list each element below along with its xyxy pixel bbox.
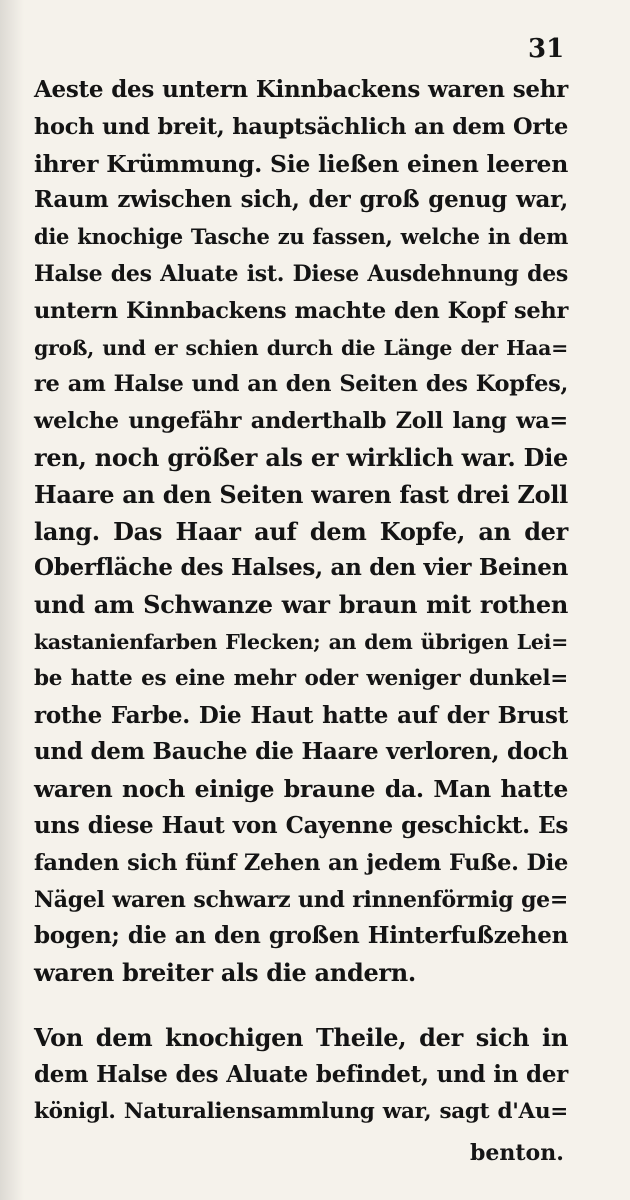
text-line: welche ungefähr anderthalb Zoll lang wa= bbox=[34, 408, 568, 435]
text-line: uns diese Haut von Cayenne geschickt. Es bbox=[34, 811, 568, 839]
catchword: benton. bbox=[470, 1140, 564, 1166]
paragraph-1 bbox=[34, 72, 568, 992]
text-line: fanden sich fünf Zehen an jedem Fuße. Die bbox=[34, 849, 568, 876]
text-line: rothe Farbe. Die Haut hatte auf der Brust bbox=[34, 701, 568, 729]
text-line: dem Halse des Aluate befindet, und in der bbox=[34, 1060, 568, 1088]
text-line: und dem Bauche die Haare verloren, doch bbox=[34, 738, 568, 766]
page-number: 31 bbox=[528, 34, 565, 64]
text-line: Raum zwischen sich, der groß genug war, bbox=[34, 186, 568, 214]
text-line: be hatte es eine mehr oder weniger dunkel= bbox=[34, 665, 568, 691]
text-line: waren noch einige braune da. Man hatte bbox=[34, 775, 568, 804]
text-line: re am Halse und an den Seiten des Kopfes, bbox=[34, 371, 568, 398]
text-line: und am Schwanze war braun mit rothen bbox=[34, 590, 568, 620]
text-line: die knochige Tasche zu fassen, welche in dem bbox=[34, 224, 568, 250]
text-line: Halse des Aluate ist. Diese Ausdehnung des bbox=[34, 260, 568, 287]
text-line: bogen; die an den großen Hinterfußzehen bbox=[34, 922, 568, 950]
text-line: kastanienfarben Flecken; an dem übrigen Lei= bbox=[34, 629, 568, 654]
text-line: Oberfläche des Halses, an den vier Beinen bbox=[34, 554, 568, 582]
text-line: lang. Das Haar auf dem Kopfe, an der bbox=[34, 516, 568, 546]
text-line: königl. Naturaliensammlung war, sagt d'Au= bbox=[34, 1098, 568, 1124]
text-line: waren breiter als die andern. bbox=[34, 958, 416, 988]
text-line: groß, und er schien durch die Länge der Haa= bbox=[34, 335, 568, 360]
text-line: Von dem knochigen Theile, der sich in bbox=[34, 1023, 568, 1052]
text-line: Aeste des untern Kinnbackens waren sehr bbox=[34, 76, 568, 103]
text-line: ihrer Krümmung. Sie ließen einen leeren bbox=[34, 149, 568, 178]
text-line: hoch und breit, hauptsächlich an dem Orte bbox=[34, 113, 568, 140]
text-line: untern Kinnbackens machte den Kopf sehr bbox=[34, 297, 568, 324]
text-line: Haare an den Seiten waren fast drei Zoll bbox=[34, 479, 568, 509]
text-line: ren, noch größer als er wirklich war. Die bbox=[34, 442, 568, 472]
text-line: Nägel waren schwarz und rinnenförmig ge= bbox=[34, 886, 568, 913]
paragraph-2 bbox=[34, 1020, 568, 1130]
